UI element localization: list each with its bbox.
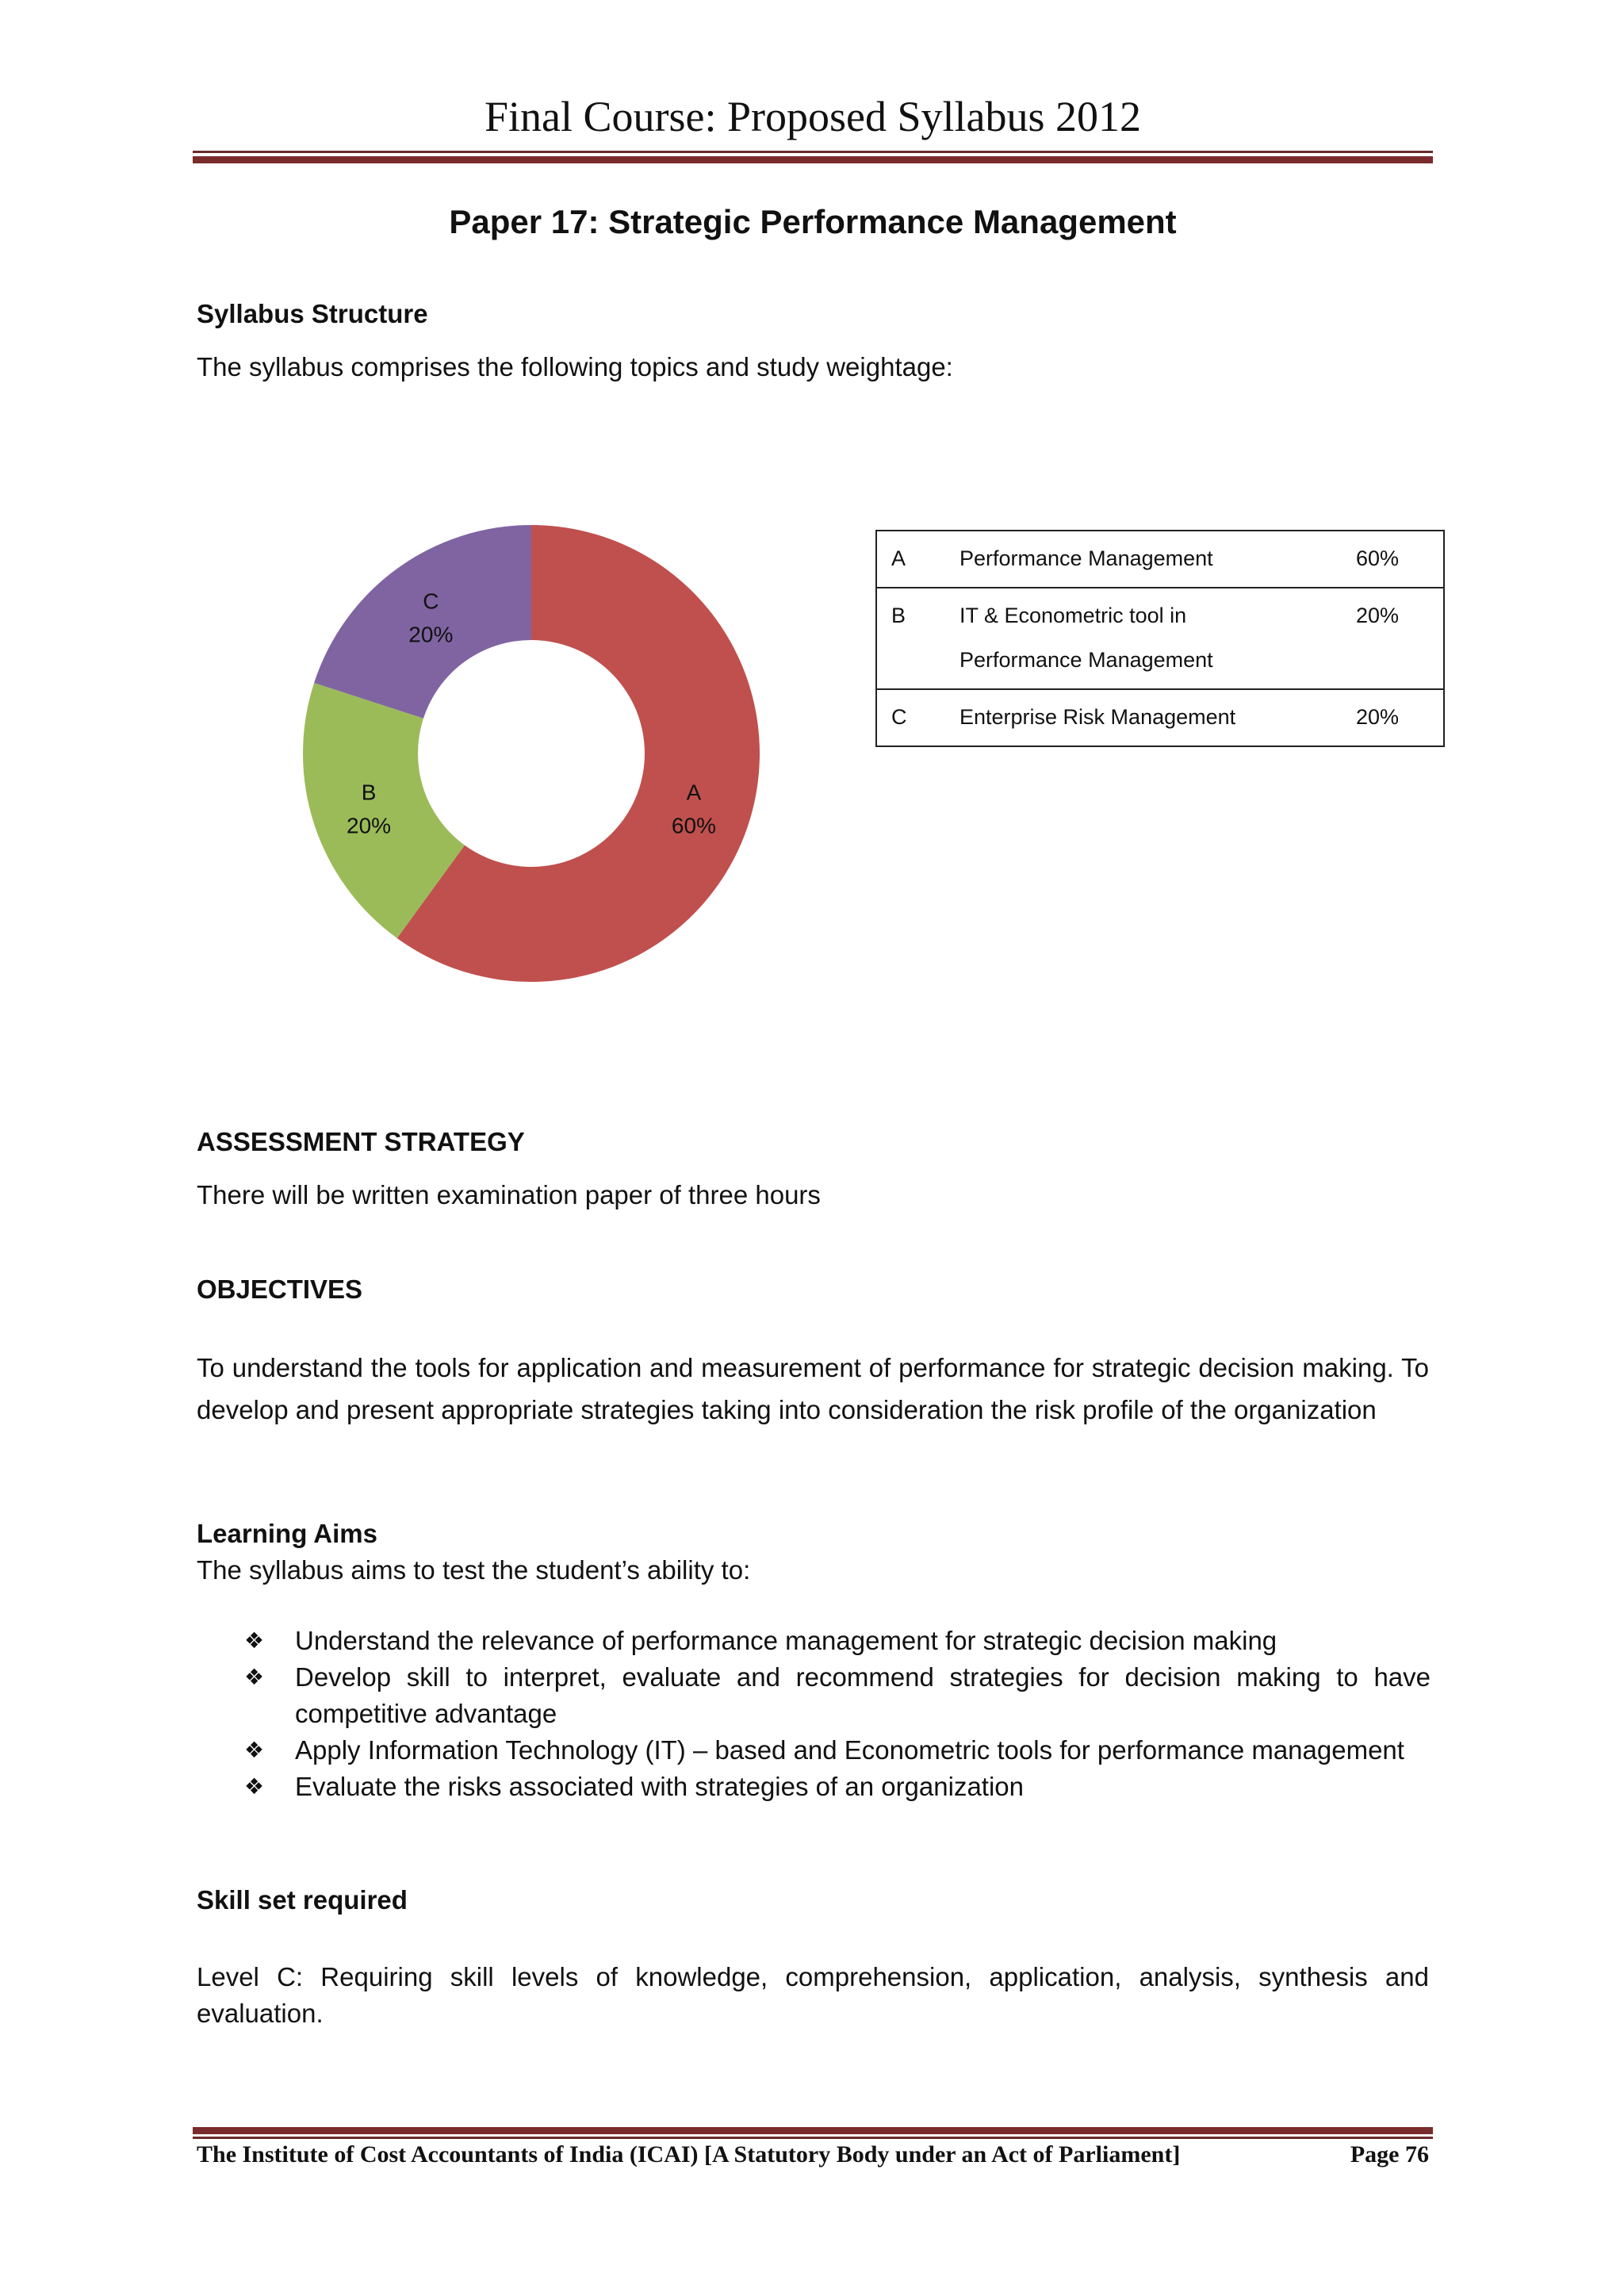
weightage-row: [876, 689, 1444, 746]
footer: [197, 2141, 1429, 2168]
donut-value-a: 60%: [671, 813, 716, 838]
weightage-code: B: [876, 588, 945, 689]
page-number: Page 76: [1350, 2141, 1429, 2168]
donut-value-c: 20%: [408, 622, 454, 647]
list-item: [244, 1769, 1431, 1805]
syllabus-structure-heading: Syllabus Structure: [197, 299, 428, 328]
weightage-percent: 60%: [1356, 531, 1444, 588]
weightage-row: [876, 531, 1444, 588]
footer-rule-thin: [193, 2137, 1433, 2139]
footer-institute-text: The Institute of Cost Accountants of India (ICAI) [A Statutory Body under an Act of Parliament]: [197, 2141, 1181, 2168]
list-item: [244, 1623, 1431, 1659]
list-item-text: Develop skill to interpret, evaluate and recommend strategies for decision making to have competitive advantage: [295, 1662, 1431, 1728]
weightage-table: [875, 530, 1445, 747]
assessment-text: There will be written examination paper of three hours: [197, 1180, 821, 1209]
header-rule-thick: [193, 156, 1433, 163]
list-item: [244, 1732, 1431, 1769]
weightage-code: A: [876, 531, 945, 588]
footer-rule-thick: [193, 2127, 1433, 2134]
list-item-text: Evaluate the risks associated with strategies of an organization: [295, 1772, 1025, 1801]
weightage-topic-line: Performance Management: [959, 648, 1213, 672]
syllabus-intro: The syllabus comprises the following topics and study weightage:: [197, 352, 953, 381]
diamond-bullet-icon: ❖: [244, 1664, 265, 1690]
weightage-topic-line: Enterprise Risk Management: [959, 705, 1236, 729]
list-item: [244, 1659, 1431, 1732]
learning-aims-list: [244, 1623, 1431, 1805]
skill-set-text: Level C: Requiring skill levels of knowledge, comprehension, application, analysis, synthesis and evaluation.: [197, 1962, 1429, 2028]
paper-title: Paper 17: Strategic Performance Management: [449, 203, 1177, 240]
weightage-percent: 20%: [1356, 689, 1444, 746]
header-rule-thin: [193, 151, 1433, 153]
weightage-row: [876, 588, 1444, 689]
weightage-donut-chart: [293, 516, 769, 991]
donut-label-c: C: [423, 588, 439, 614]
list-item-text: Apply Information Technology (IT) – based and Econometric tools for performance management: [295, 1735, 1404, 1765]
weightage-topic-line: Performance Management: [959, 546, 1213, 570]
diamond-bullet-icon: ❖: [244, 1737, 265, 1763]
weightage-topic: [945, 531, 1356, 588]
weightage-code: C: [876, 689, 945, 746]
objectives-heading: OBJECTIVES: [197, 1274, 363, 1304]
list-item-text: Understand the relevance of performance management for strategic decision making: [295, 1626, 1277, 1655]
weightage-topic-line: IT & Econometric tool in: [959, 604, 1187, 627]
weightage-topic: [945, 588, 1356, 689]
objectives-text: To understand the tools for application and measurement of performance for strategic decision making. To develop and present appropriate strategies taking into consideration the risk profile of the organization: [197, 1353, 1429, 1424]
assessment-heading: ASSESSMENT STRATEGY: [197, 1127, 525, 1156]
diamond-bullet-icon: ❖: [244, 1627, 265, 1654]
weightage-topic: [945, 689, 1356, 746]
donut-label-a: A: [686, 780, 702, 805]
skill-set-heading: Skill set required: [197, 1885, 408, 1915]
learning-aims-intro: The syllabus aims to test the student’s ability to:: [197, 1555, 751, 1585]
donut-label-b: B: [361, 780, 377, 805]
weightage-percent: 20%: [1356, 588, 1444, 689]
diamond-bullet-icon: ❖: [244, 1773, 265, 1800]
page-header-title: Final Course: Proposed Syllabus 2012: [484, 93, 1141, 140]
learning-aims-heading: Learning Aims: [197, 1519, 377, 1548]
donut-value-b: 20%: [347, 813, 392, 838]
